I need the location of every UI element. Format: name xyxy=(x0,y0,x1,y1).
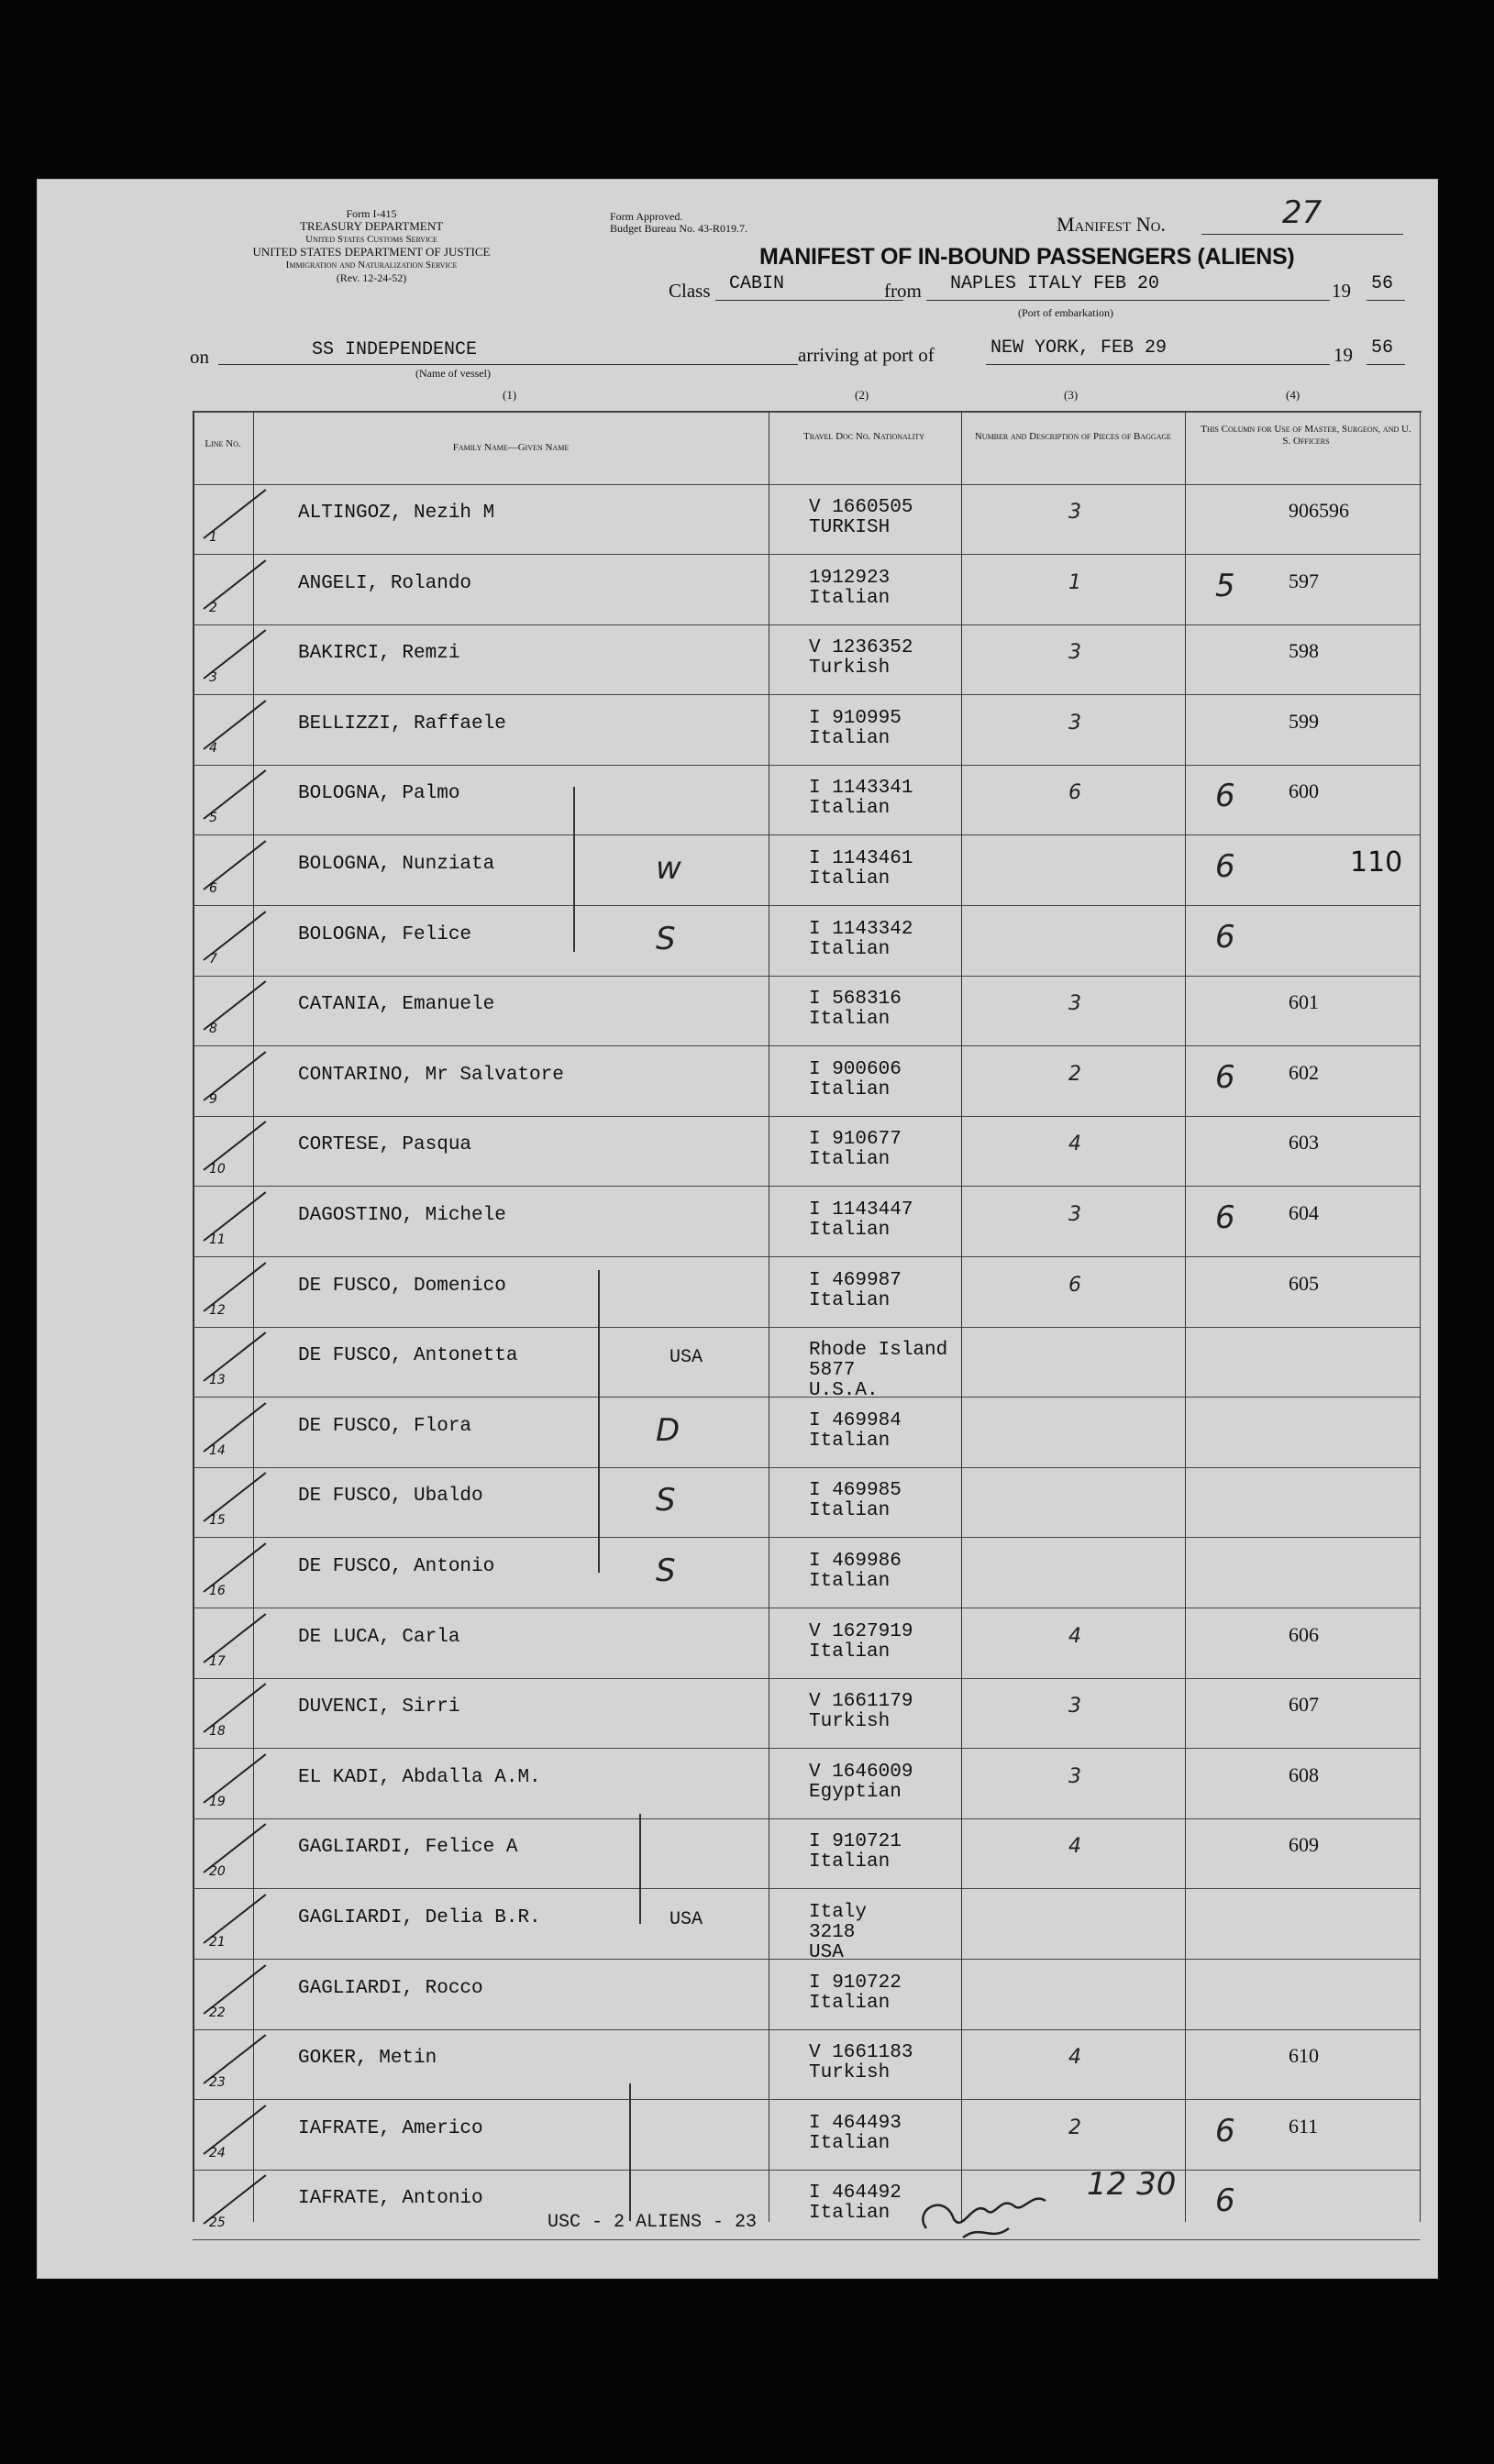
table-row xyxy=(193,1116,1422,1186)
travel-doc-number: I 469987 xyxy=(809,1269,902,1291)
travel-doc-number: I 910995 xyxy=(809,707,902,729)
passenger-name: BOLOGNA, Felice xyxy=(298,923,472,945)
line-number: 17 xyxy=(209,1653,226,1669)
col-num-1: (1) xyxy=(503,388,517,402)
passenger-name: DE FUSCO, Domenico xyxy=(298,1275,506,1297)
nationality: Italian xyxy=(809,868,891,889)
handwritten-code: w xyxy=(656,850,681,887)
line-number: 19 xyxy=(209,1794,226,1809)
bracket-bologna xyxy=(573,787,575,952)
travel-doc-number: V 1236352 xyxy=(809,637,913,659)
vessel-caption: (Name of vessel) xyxy=(415,367,491,380)
table-row xyxy=(193,1187,1422,1256)
table-row xyxy=(193,1608,1422,1678)
class-label: Class xyxy=(669,280,711,302)
nationality: Italian xyxy=(809,1289,891,1311)
treasury-dept: TREASURY DEPARTMENT xyxy=(299,219,444,233)
baggage-count: 6 xyxy=(1068,1273,1081,1297)
line-number: 24 xyxy=(209,2145,226,2160)
vessel-line xyxy=(218,364,798,365)
table-row xyxy=(193,555,1422,624)
col-num-4: (4) xyxy=(1286,388,1300,402)
nationality: Italian xyxy=(809,1220,891,1241)
line-number: 14 xyxy=(209,1442,226,1458)
travel-doc-number: I 1143447 xyxy=(809,1199,913,1221)
travel-doc-number: V 1646009 xyxy=(809,1761,913,1783)
col-num-2: (2) xyxy=(855,388,869,402)
bracket-gagliardi xyxy=(639,1814,641,1924)
travel-doc-number: I 464492 xyxy=(809,2182,902,2204)
customs-service: United States Customs Service xyxy=(305,234,437,245)
embark-caption: (Port of embarkation) xyxy=(1018,306,1113,319)
table-row xyxy=(193,1678,1422,1748)
baggage-count: 2 xyxy=(1068,2116,1081,2139)
passenger-name: BAKIRCI, Remzi xyxy=(298,643,460,665)
handwritten-code: S xyxy=(656,1552,676,1589)
officer-number: 600 xyxy=(1289,779,1319,803)
officer-number: 606 xyxy=(1289,1622,1319,1646)
table-row xyxy=(193,1960,1422,2029)
nationality: Turkish xyxy=(809,657,891,680)
officer-number: 906596 xyxy=(1289,499,1349,522)
nationality: Italian xyxy=(809,1641,891,1663)
handwritten-mark: 6 xyxy=(1215,2112,1235,2149)
col-head-line: Line No. xyxy=(205,438,241,449)
line-number: 9 xyxy=(209,1091,217,1107)
table-row xyxy=(193,2100,1422,2170)
baggage-count: 3 xyxy=(1068,992,1081,1016)
table-row xyxy=(193,835,1422,905)
officer-number: 601 xyxy=(1289,990,1319,1014)
budget-bureau: Budget Bureau No. 43-R019.7. xyxy=(610,222,747,235)
nationality: 5877 xyxy=(809,1360,856,1382)
baggage-count: 4 xyxy=(1068,1624,1081,1648)
nationality: 3218 xyxy=(809,1922,856,1943)
table-row xyxy=(193,765,1422,834)
baggage-count: 3 xyxy=(1068,711,1081,735)
row-divider xyxy=(193,2239,1420,2240)
passenger-name: BELLIZZI, Raffaele xyxy=(298,713,506,735)
baggage-count: 4 xyxy=(1068,1835,1081,1859)
arrival-port: NEW YORK, FEB 29 xyxy=(990,337,1168,359)
doc-extra: USA xyxy=(809,1942,844,1963)
passenger-name: GAGLIARDI, Felice A xyxy=(298,1837,518,1859)
baggage-count: 3 xyxy=(1068,501,1081,524)
passenger-name: DAGOSTINO, Michele xyxy=(298,1205,506,1226)
bracket-iafrate xyxy=(629,2083,631,2221)
from-line xyxy=(926,300,1330,301)
officer-number: 608 xyxy=(1289,1762,1319,1786)
nationality: TURKISH xyxy=(809,517,891,538)
handwritten-code: D xyxy=(656,1411,681,1449)
table-row xyxy=(193,2029,1422,2099)
col-head-name: Family Name—Given Name xyxy=(452,442,570,453)
manifest-no-line xyxy=(1201,234,1403,235)
line-number: 12 xyxy=(209,1302,226,1318)
line-number: 10 xyxy=(209,1162,226,1177)
travel-doc-number: I 469984 xyxy=(809,1409,902,1431)
line-number: 4 xyxy=(209,740,217,756)
table-row xyxy=(193,1398,1422,1467)
passenger-name: CORTESE, Pasqua xyxy=(298,1134,472,1156)
nationality: Italian xyxy=(809,1009,891,1031)
travel-doc-number: I 469986 xyxy=(809,1551,902,1572)
passenger-name: IAFRATE, Americo xyxy=(298,2117,483,2139)
officer-number: 602 xyxy=(1289,1060,1319,1084)
travel-doc-number: I 1143341 xyxy=(809,778,913,800)
officer-number: 605 xyxy=(1289,1271,1319,1295)
handwritten-mark: 6 xyxy=(1215,1199,1235,1236)
passenger-name: EL KADI, Abdalla A.M. xyxy=(298,1766,541,1788)
line-number: 13 xyxy=(209,1373,226,1388)
passenger-name: DUVENCI, Sirri xyxy=(298,1696,460,1718)
agency-block xyxy=(193,207,550,284)
manifest-title: MANIFEST OF IN-BOUND PASSENGERS (ALIENS) xyxy=(759,244,1295,270)
officer-number: 598 xyxy=(1289,639,1319,663)
travel-doc-number: I 1143342 xyxy=(809,918,913,940)
class-line xyxy=(715,300,903,301)
table-row xyxy=(193,695,1422,765)
citizenship-note: USA xyxy=(670,1347,703,1369)
baggage-count: 3 xyxy=(1068,1695,1081,1718)
class-value: CABIN xyxy=(729,273,785,294)
table-row xyxy=(193,1889,1422,1963)
ins-service: Immigration and Naturalization Service xyxy=(285,260,458,271)
passenger-name: BOLOGNA, Palmo xyxy=(298,783,460,805)
baggage-count: 3 xyxy=(1068,1764,1081,1788)
nationality: Italian xyxy=(809,1992,891,2014)
line-number: 8 xyxy=(209,1022,217,1037)
handwritten-mark: 6 xyxy=(1215,918,1235,956)
officer-number: 610 xyxy=(1289,2044,1319,2068)
revision: (Rev. 12-24-52) xyxy=(336,271,407,284)
col-head-doc: Travel Doc No. Nationality xyxy=(802,431,925,442)
officer-number: 609 xyxy=(1289,1833,1319,1857)
baggage-count: 2 xyxy=(1068,1062,1081,1086)
table-top xyxy=(193,411,1422,413)
baggage-count: 4 xyxy=(1068,1133,1081,1156)
travel-doc-number: V 1660505 xyxy=(809,497,913,518)
travel-doc-number: V 1627919 xyxy=(809,1620,913,1642)
table-row xyxy=(193,1257,1422,1327)
nationality: Turkish xyxy=(809,1711,891,1733)
table-row xyxy=(193,2170,1422,2239)
from-value: NAPLES ITALY FEB 20 xyxy=(950,273,1160,294)
year-prefix-2: 19 xyxy=(1334,344,1353,366)
nationality: Italian xyxy=(809,727,891,749)
manifest-no: 27 xyxy=(1282,194,1322,231)
officer-extra: 110 xyxy=(1350,846,1403,878)
travel-doc-number: I 900606 xyxy=(809,1058,902,1080)
travel-doc-number: I 568316 xyxy=(809,989,902,1011)
line-number: 21 xyxy=(209,1935,226,1950)
table-row xyxy=(193,906,1422,976)
line-number: 7 xyxy=(209,951,217,967)
travel-doc-number: Italy xyxy=(809,1902,868,1923)
handwritten-mark: 6 xyxy=(1215,2182,1235,2220)
travel-doc-number: I 910722 xyxy=(809,1972,902,1994)
passenger-name: ANGELI, Rolando xyxy=(298,572,472,594)
passenger-name: GOKER, Metin xyxy=(298,2048,437,2070)
line-number: 15 xyxy=(209,1513,226,1529)
line-number: 2 xyxy=(209,600,217,615)
table-row xyxy=(193,1467,1422,1537)
line-number: 20 xyxy=(209,1864,226,1880)
handwritten-code: S xyxy=(656,1482,676,1519)
from-label: from xyxy=(884,280,922,302)
travel-doc-number: I 464493 xyxy=(809,2112,902,2134)
bracket-de-fusco xyxy=(598,1270,600,1573)
nationality: Italian xyxy=(809,1149,891,1171)
year-1: 56 xyxy=(1371,273,1394,294)
officer-number: 603 xyxy=(1289,1131,1319,1155)
travel-doc-number: V 1661183 xyxy=(809,2042,913,2064)
officer-number: 599 xyxy=(1289,709,1319,733)
year-prefix-1: 19 xyxy=(1332,280,1351,302)
nationality: Egyptian xyxy=(809,1781,902,1803)
table-row xyxy=(193,484,1422,554)
handwritten-mark: 5 xyxy=(1215,567,1235,604)
passenger-name: GAGLIARDI, Delia B.R. xyxy=(298,1907,541,1928)
table-row xyxy=(193,624,1422,694)
nationality: Turkish xyxy=(809,2062,891,2084)
baggage-count: 3 xyxy=(1068,1203,1081,1226)
passenger-name: CONTARINO, Mr Salvatore xyxy=(298,1064,564,1086)
travel-doc-number: Rhode Island xyxy=(809,1340,948,1362)
col-head-officers: This Column for Use of Master, Surgeon, and U. S. Officers xyxy=(1201,424,1411,447)
officer-number: 611 xyxy=(1289,2114,1319,2138)
line-number: 23 xyxy=(209,2075,226,2091)
passenger-name: DE FUSCO, Ubaldo xyxy=(298,1486,483,1508)
line-number: 6 xyxy=(209,881,217,896)
passenger-name: IAFRATE, Antonio xyxy=(298,2188,483,2210)
justice-dept: UNITED STATES DEPARTMENT OF JUSTICE xyxy=(252,245,491,259)
line-number: 5 xyxy=(209,811,217,826)
col-num-3: (3) xyxy=(1064,388,1079,402)
baggage-count: 6 xyxy=(1068,781,1081,805)
line-number: 22 xyxy=(209,2005,226,2020)
line-number: 25 xyxy=(209,2215,226,2231)
form-approved: Form Approved. xyxy=(610,210,683,223)
nationality: Italian xyxy=(809,587,891,609)
nationality: Italian xyxy=(809,1078,891,1100)
passenger-name: BOLOGNA, Nunziata xyxy=(298,854,495,875)
table-row xyxy=(193,976,1422,1045)
nationality: Italian xyxy=(809,938,891,960)
on-label: on xyxy=(190,346,209,368)
passenger-name: DE FUSCO, Flora xyxy=(298,1415,472,1437)
table-row xyxy=(193,1749,1422,1818)
nationality: Italian xyxy=(809,1571,891,1592)
officer-number: 604 xyxy=(1289,1201,1319,1224)
year2-line xyxy=(1367,364,1405,365)
line-number: 11 xyxy=(209,1232,226,1247)
table-row xyxy=(193,1538,1422,1608)
handwritten-mark: 6 xyxy=(1215,778,1235,815)
passenger-name: DE LUCA, Carla xyxy=(298,1626,460,1648)
travel-doc-number: I 1143461 xyxy=(809,848,913,869)
nationality: Italian xyxy=(809,2203,891,2225)
doc-extra: U.S.A. xyxy=(809,1380,879,1402)
nationality: Italian xyxy=(809,1430,891,1452)
travel-doc-number: I 469985 xyxy=(809,1480,902,1502)
table-row xyxy=(193,1818,1422,1888)
manifest-no-label: Manifest No. xyxy=(1057,213,1166,236)
vessel-name: SS INDEPENDENCE xyxy=(312,339,478,360)
arriving-label: arriving at port of xyxy=(798,344,935,366)
signature-date: 12 30 xyxy=(1087,2166,1177,2203)
nationality: Italian xyxy=(809,1851,891,1873)
baggage-count: 3 xyxy=(1068,641,1081,665)
nationality: Italian xyxy=(809,798,891,820)
officer-number: 597 xyxy=(1289,569,1319,592)
nationality: Italian xyxy=(809,1500,891,1522)
handwritten-mark: 6 xyxy=(1215,848,1235,885)
passenger-name: DE FUSCO, Antonetta xyxy=(298,1345,518,1367)
line-number: 1 xyxy=(209,530,217,545)
year-2: 56 xyxy=(1371,337,1394,359)
inspector-signature xyxy=(908,2182,1101,2247)
travel-doc-number: I 910721 xyxy=(809,1831,902,1853)
form-number: Form I-415 xyxy=(346,207,397,220)
line-number: 18 xyxy=(209,1724,226,1740)
table-row xyxy=(193,1327,1422,1402)
travel-doc-number: V 1661179 xyxy=(809,1691,913,1713)
nationality: Italian xyxy=(809,2132,891,2154)
baggage-count: 1 xyxy=(1068,570,1081,594)
handwritten-code: S xyxy=(656,920,676,957)
table-row xyxy=(193,1046,1422,1116)
travel-doc-number: 1912923 xyxy=(809,567,891,589)
arrival-line xyxy=(986,364,1330,365)
line-number: 3 xyxy=(209,670,217,686)
year1-line xyxy=(1367,300,1405,301)
travel-doc-number: I 910677 xyxy=(809,1129,902,1151)
footer-summary: USC - 2 ALIENS - 23 xyxy=(548,2212,758,2233)
col-head-baggage: Number and Description of Pieces of Baggage xyxy=(974,431,1172,442)
officer-number: 607 xyxy=(1289,1693,1319,1717)
passenger-name: ALTINGOZ, Nezih M xyxy=(298,503,495,524)
passenger-name: GAGLIARDI, Rocco xyxy=(298,1977,483,1999)
passenger-name: CATANIA, Emanuele xyxy=(298,994,495,1016)
citizenship-note: USA xyxy=(670,1909,703,1930)
line-number: 16 xyxy=(209,1584,226,1598)
handwritten-mark: 6 xyxy=(1215,1058,1235,1096)
baggage-count: 4 xyxy=(1068,2046,1081,2070)
passenger-name: DE FUSCO, Antonio xyxy=(298,1556,495,1577)
